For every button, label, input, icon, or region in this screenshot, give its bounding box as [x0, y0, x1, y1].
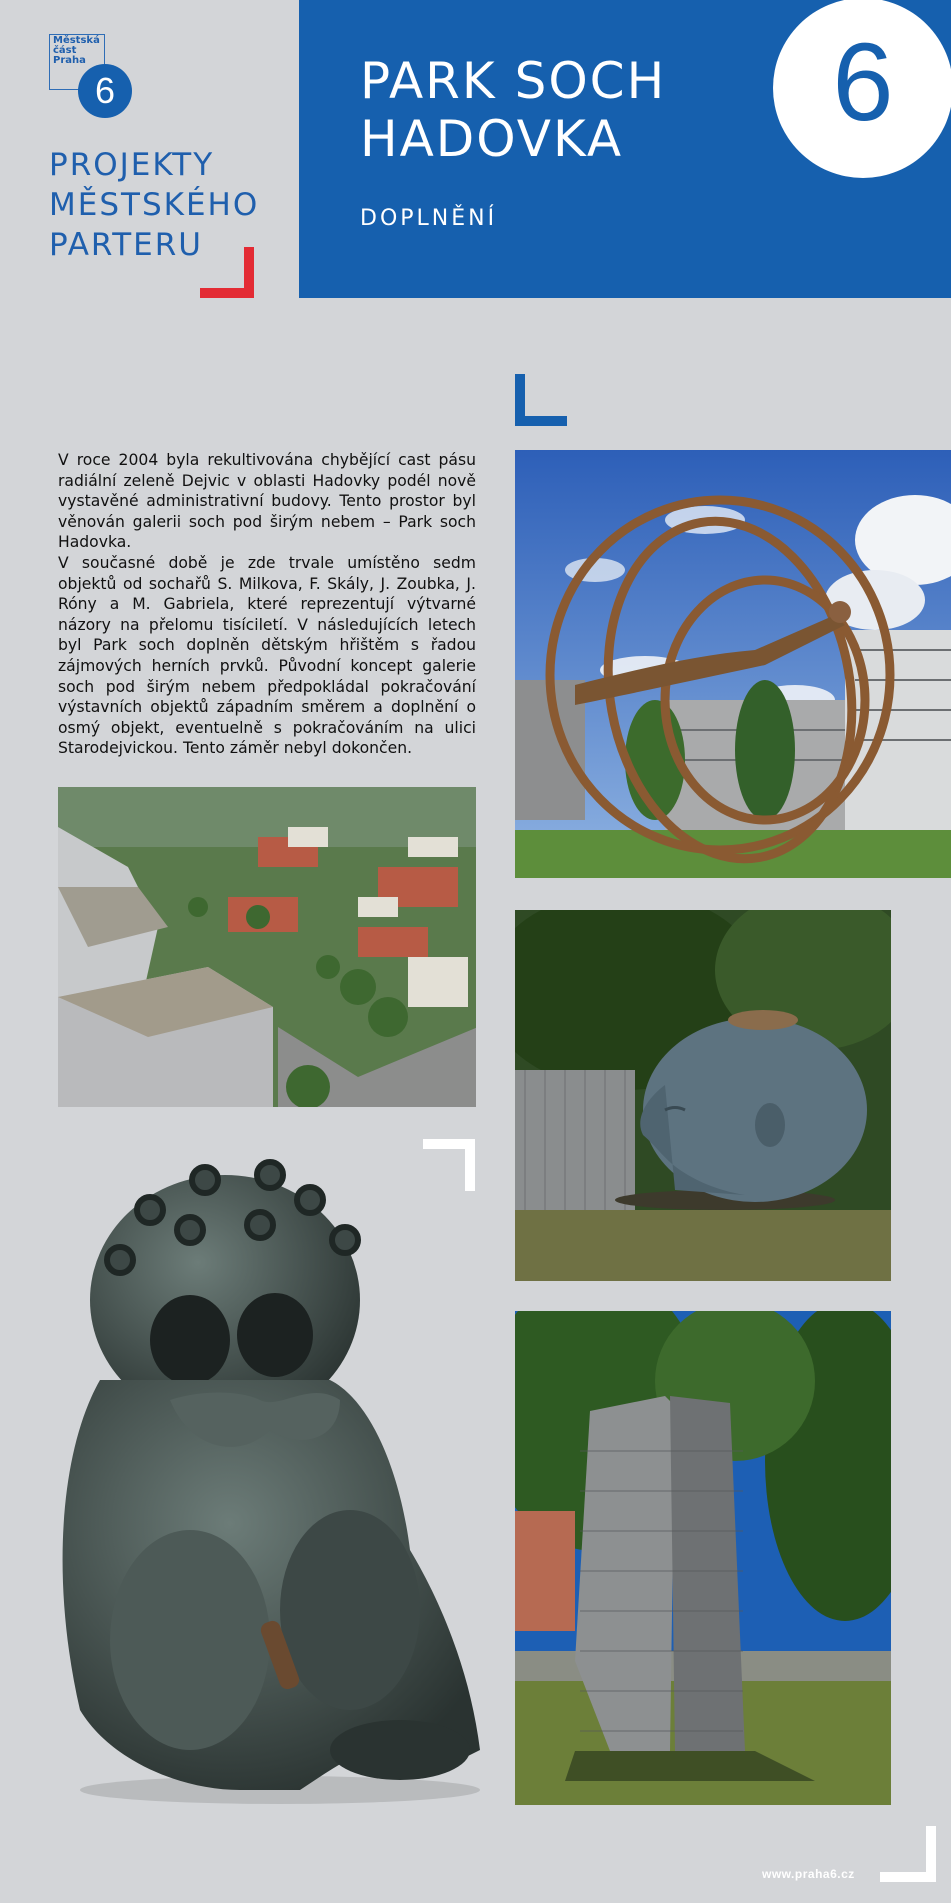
red-corner-mark	[200, 247, 254, 298]
ring-sculpture-photo	[515, 450, 951, 878]
aerial-photo	[58, 787, 476, 1107]
description-paragraph-2: V současné době je zde trvale umístěno sedm objektů od sochařů S. Milkova, F. Skály, J. Zoubka, J. Róny a M. Gabriela, které reprezentují výtvarné názory na přelomu tisíciletí. V následujících letech byl Park soch doplněn dětským hřištěm s řadou zájmových herních prvků. Původní koncept galerie soch pod širým nebem předpokládal pokračování výstavních objektů západním směrem a doplnění o osmý objekt, eventuelně s pokračováním na ulici Starodejvickou. Tento záměr nebyl dokončen.	[58, 553, 476, 758]
blue-corner-mark	[515, 374, 567, 426]
section-title-line-3: PARTERU	[49, 227, 203, 263]
page-title	[360, 52, 666, 168]
description-text	[58, 450, 476, 759]
section-title-line-1: PROJEKTY	[49, 147, 215, 183]
section-title-line-2: MĚSTSKÉHO	[49, 187, 260, 223]
white-corner-mark-footer	[880, 1826, 936, 1882]
head-sculpture-photo	[515, 910, 891, 1281]
description-paragraph-1: V roce 2004 byla rekultivována chybějící cast pásu radiální zeleně Dejvic v oblasti Hadovky podél nově vystavěné administrativní budovy. Tento prostor byl věnován galerii soch pod širým nebem – Park soch Hadovka.	[58, 451, 476, 552]
bronze-figure-image	[40, 1150, 500, 1810]
page-title-line-2: HADOVKA	[360, 110, 624, 168]
logo-text: Městská část Praha	[53, 35, 100, 66]
page-title-line-1: PARK SOCH	[360, 52, 667, 110]
panel-number-badge: 6	[773, 0, 951, 178]
stone-sculpture-photo	[515, 1311, 891, 1805]
page-subtitle: DOPLNĚNÍ	[360, 206, 498, 231]
logo-number: 6	[78, 64, 132, 118]
footer-url: www.praha6.cz	[762, 1867, 855, 1881]
